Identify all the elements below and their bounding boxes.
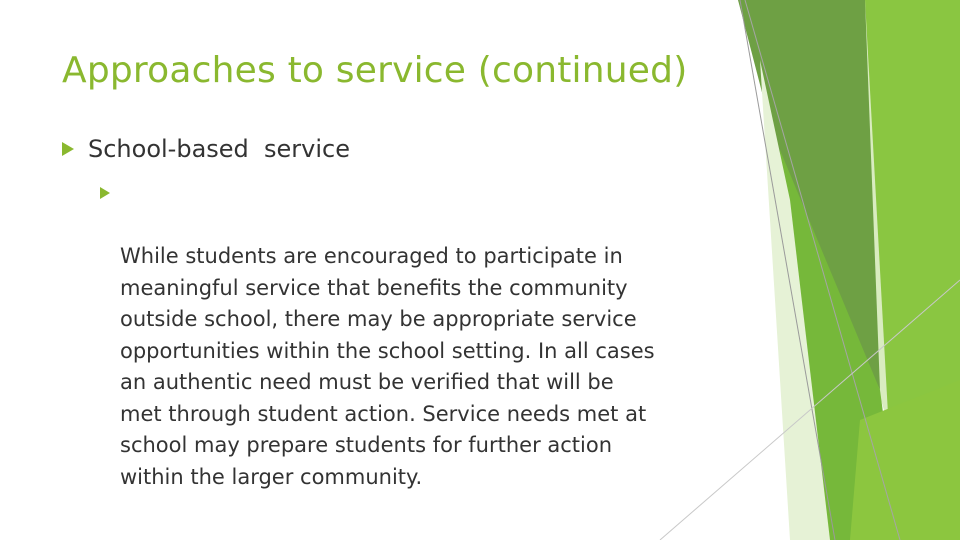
green-triangle-bullet-icon [62, 142, 74, 156]
bullet-level2 [100, 178, 740, 525]
bullet-level2-text: While students are encouraged to participate in meaningful service that benefits the community outside school, there may be appropriate service opportunities within the school setting. In all cases an authentic need must be verified that will be met through student action. Service needs met at school may prepare students for further action within the larger community. [120, 244, 655, 489]
bullet-level1-text: School-based service [88, 135, 351, 163]
green-triangle-bullet-icon [100, 187, 110, 199]
slide-title: Approaches to service (continued) [62, 50, 688, 91]
bullet-level1 [62, 135, 350, 163]
